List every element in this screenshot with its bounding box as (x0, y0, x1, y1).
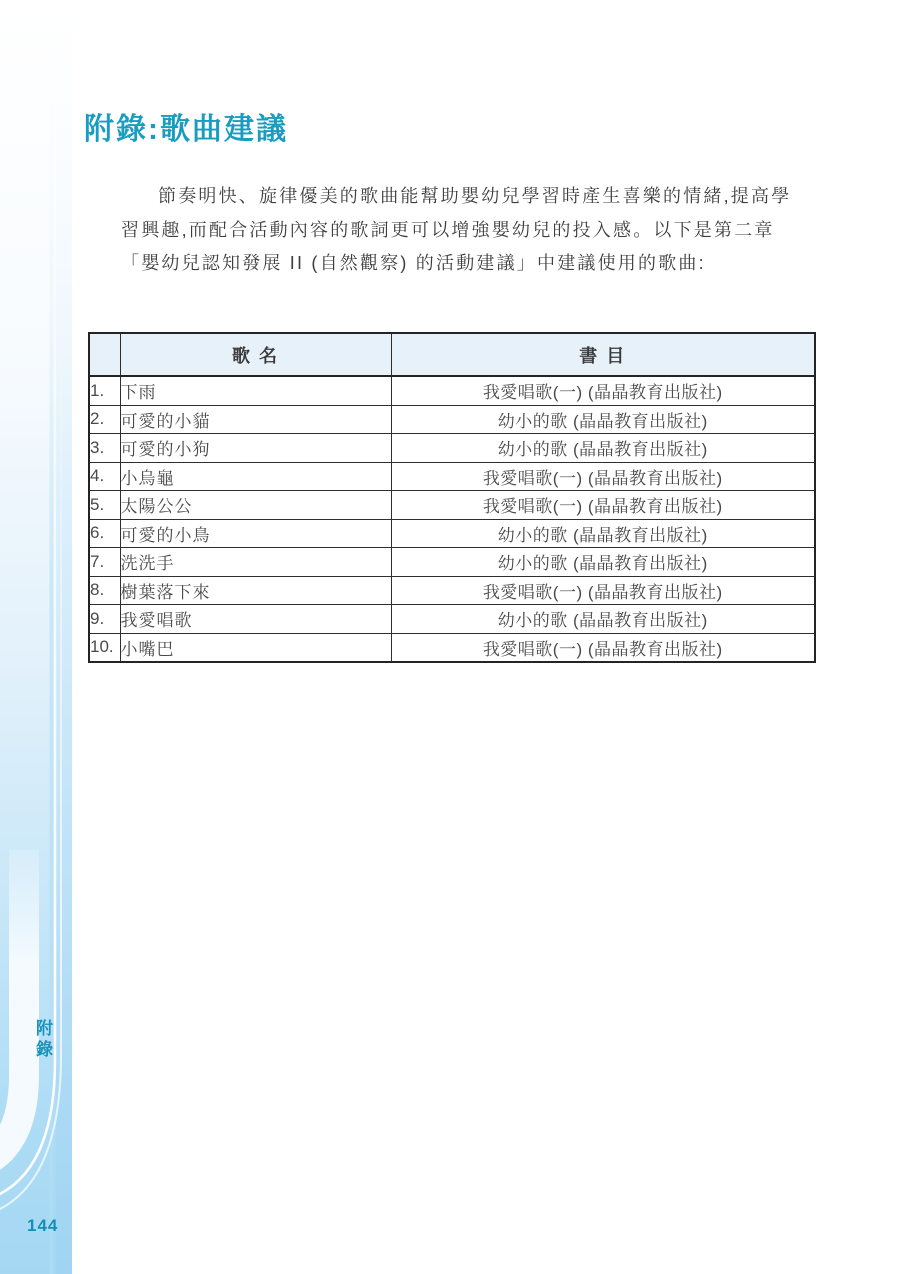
table-row (89, 519, 815, 548)
table-header (89, 333, 815, 376)
song-number-cell: 9. (89, 605, 120, 634)
song-name-cell: 小烏龜 (120, 462, 391, 491)
intro-line: 「嬰幼兒認知發展 II (自然觀察) 的活動建議」中建議使用的歌曲: (121, 253, 706, 273)
table-header-row (89, 333, 815, 376)
song-name-cell: 可愛的小狗 (120, 434, 391, 463)
table-row (89, 576, 815, 605)
page-title: 附錄:歌曲建議 (84, 113, 288, 147)
song-name-cell: 小嘴巴 (120, 633, 391, 662)
book-title-cell: 我愛唱歌(一) (晶晶教育出版社) (391, 633, 815, 662)
page-number: 144 (27, 1216, 59, 1235)
intro-line: 習興趣,而配合活動內容的歌詞更可以增強嬰幼兒的投入感。以下是第二章 (121, 219, 775, 240)
book-title-cell: 我愛唱歌(一) (晶晶教育出版社) (391, 462, 815, 491)
sidebar-decoration (0, 0, 72, 1274)
song-number-cell: 8. (89, 576, 120, 605)
table-row (89, 462, 815, 491)
book-title-cell: 我愛唱歌(一) (晶晶教育出版社) (391, 491, 815, 520)
book-title-cell: 我愛唱歌(一) (晶晶教育出版社) (391, 376, 815, 405)
table-row (89, 376, 815, 405)
table-row (89, 491, 815, 520)
song-name-cell: 可愛的小貓 (120, 405, 391, 434)
song-name-cell: 我愛唱歌 (120, 605, 391, 634)
header-book-cell: 書 目 (391, 333, 815, 376)
book-title-cell: 我愛唱歌(一) (晶晶教育出版社) (391, 576, 815, 605)
song-number-cell: 6. (89, 519, 120, 548)
table-row (89, 633, 815, 662)
song-number-cell: 1. (89, 376, 120, 405)
song-number-cell: 2. (89, 405, 120, 434)
song-number-cell: 4. (89, 462, 120, 491)
table-row (89, 548, 815, 577)
book-title-cell: 幼小的歌 (晶晶教育出版社) (391, 434, 815, 463)
song-name-cell: 可愛的小鳥 (120, 519, 391, 548)
book-title-cell: 幼小的歌 (晶晶教育出版社) (391, 519, 815, 548)
header-number-cell (89, 333, 120, 376)
intro-line: 節奏明快、旋律優美的歌曲能幫助嬰幼兒學習時產生喜樂的情緒,提高學 (158, 186, 792, 206)
song-number-cell: 10. (89, 633, 120, 662)
sidebar-section-label: 附錄 (33, 1019, 52, 1061)
song-name-cell: 洗洗手 (120, 548, 391, 577)
book-title-cell: 幼小的歌 (晶晶教育出版社) (391, 605, 815, 634)
song-name-cell: 下雨 (120, 376, 391, 405)
song-number-cell: 3. (89, 434, 120, 463)
intro-paragraph (121, 180, 831, 281)
table-row (89, 405, 815, 434)
songs-table (88, 332, 816, 663)
sidebar (0, 0, 72, 1274)
table-row (89, 434, 815, 463)
song-number-cell: 5. (89, 491, 120, 520)
header-song-cell: 歌 名 (120, 333, 391, 376)
song-number-cell: 7. (89, 548, 120, 577)
table-row (89, 605, 815, 634)
song-name-cell: 太陽公公 (120, 491, 391, 520)
book-title-cell: 幼小的歌 (晶晶教育出版社) (391, 548, 815, 577)
book-title-cell: 幼小的歌 (晶晶教育出版社) (391, 405, 815, 434)
song-name-cell: 樹葉落下來 (120, 576, 391, 605)
